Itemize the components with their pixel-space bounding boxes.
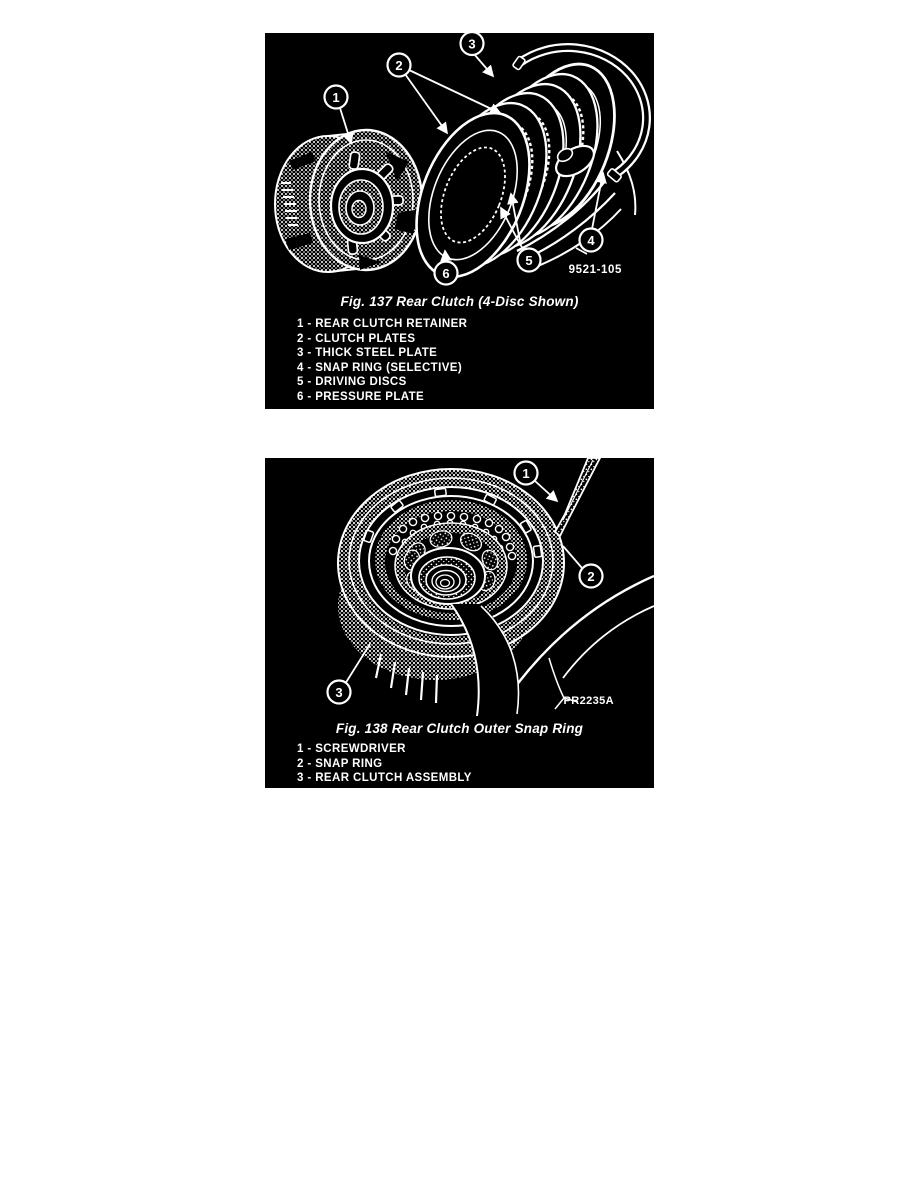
fig137-ref-code: 9521-105 [568,264,622,276]
legend-item: 1 - REAR CLUTCH RETAINER [297,318,468,330]
legend-item: 6 - PRESSURE PLATE [297,390,425,403]
fig137-legend [297,317,648,405]
fig137-illustration [265,33,654,291]
fig137-callout-1 [325,86,348,109]
svg-text:1: 1 [522,465,530,481]
svg-text:2: 2 [587,568,595,584]
fig138-ref-code: PR2235A [563,695,614,707]
fig138-caption: Fig. 138 Rear Clutch Outer Snap Ring [335,721,584,736]
fig138-callout-3 [328,681,351,704]
screwdriver-drawing [555,458,600,536]
legend-item: 4 - SNAP RING (SELECTIVE) [297,361,463,374]
legend-item: 1 - SCREWDRIVER [297,743,406,755]
fig137-callout-5 [518,249,541,272]
fig137-callout-2 [388,54,411,77]
rear-clutch-retainer-drawing [275,130,422,272]
svg-text:3: 3 [468,36,476,52]
svg-text:3: 3 [335,684,343,700]
fig137-callout-3 [461,33,484,55]
clutch-plate-stack-drawing [394,48,636,291]
fig138-callout-1 [515,462,538,485]
fig137-callout-6 [435,262,458,285]
legend-item: 3 - REAR CLUTCH ASSEMBLY [297,772,472,785]
fig137-callout-4 [580,229,603,252]
fig138-illustration [265,458,654,716]
legend-item: 2 - SNAP RING [297,757,383,770]
legend-item: 3 - THICK STEEL PLATE [297,347,438,360]
figure-137-panel [265,33,654,409]
svg-text:1: 1 [332,89,340,105]
svg-text:2: 2 [395,57,403,73]
fig138-callout-2 [580,565,603,588]
svg-text:6: 6 [442,265,450,281]
svg-text:4: 4 [587,232,595,248]
legend-item: 5 - DRIVING DISCS [297,376,407,389]
legend-item: 2 - CLUTCH PLATES [297,332,416,345]
svg-text:5: 5 [525,252,533,268]
fig138-legend [297,742,648,786]
figure-138-panel [265,458,654,788]
fig137-caption: Fig. 137 Rear Clutch (4-Disc Shown) [340,294,579,309]
